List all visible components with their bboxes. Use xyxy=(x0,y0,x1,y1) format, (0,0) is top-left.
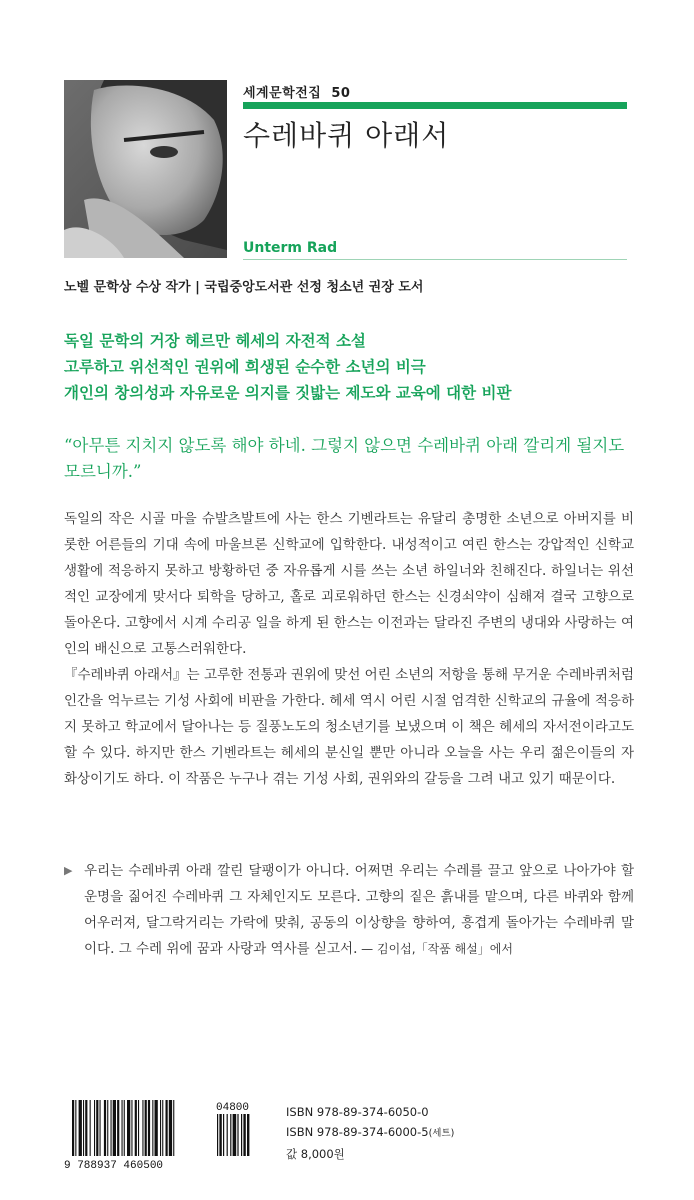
barcode-bar xyxy=(160,1100,161,1156)
barcode-bar xyxy=(111,1100,112,1156)
barcode-bar xyxy=(90,1100,91,1156)
barcode-bar xyxy=(94,1100,95,1156)
barcode-bar xyxy=(85,1100,87,1156)
barcode-addon-bar xyxy=(219,1114,221,1156)
barcode-addon-bar xyxy=(223,1114,224,1156)
barcode-bar xyxy=(169,1100,172,1156)
barcode-bar xyxy=(79,1100,82,1156)
barcode-addon-bar xyxy=(227,1114,228,1156)
barcode-addon-bar xyxy=(217,1114,218,1156)
accent-rule xyxy=(243,102,627,109)
original-title: Unterm Rad xyxy=(243,240,338,256)
barcode-addon-bar xyxy=(241,1114,242,1156)
barcode-bar xyxy=(104,1100,106,1156)
barcode-bar xyxy=(107,1100,108,1156)
barcode-addon: 04800 xyxy=(216,1102,250,1114)
barcode-bar xyxy=(142,1100,143,1156)
barcode-bar xyxy=(166,1100,168,1156)
barcode-bar xyxy=(113,1100,116,1156)
barcode-addon-bar xyxy=(237,1114,238,1156)
barcode xyxy=(62,1100,276,1170)
barcode-bar xyxy=(117,1100,119,1156)
barcode-bar xyxy=(152,1100,153,1156)
barcode-bar xyxy=(131,1100,132,1156)
series-number: 50 xyxy=(331,86,351,101)
book-title: 수레바퀴 아래서 xyxy=(243,119,450,152)
synopsis xyxy=(64,506,634,792)
barcode-bar xyxy=(124,1100,125,1156)
review-excerpt xyxy=(64,858,634,962)
isbn-block xyxy=(286,1102,454,1164)
price: 값 8,000원 xyxy=(286,1147,345,1161)
barcode-bar xyxy=(148,1100,150,1156)
barcode-bar xyxy=(135,1100,137,1156)
synopsis-paragraph: 『수레바퀴 아래서』는 고루한 전통과 권위에 맞선 어린 소년의 저항을 통해 무거운 수레바퀴처럼 인간을 억누르는 기성 사회에 비판을 가한다. 헤세 역시 어린 시절 엄격한 신학교의 규율에 적응하지 못하고 학교에서 달아나는 등 질풍노도의 청소년기를 보냈으며 이 책은 헤세의 자서전이라고도 할 수 있다. 하지만 한스 기벤라트는 헤세의 분신일 뿐만 아니라 오늘을 사는 우리 젊은이들의 자화상이기도 하다. 이 작품은 누구나 겪는 기성 사회, 권위와의 갈등을 그려 내고 있기 때문이다. xyxy=(64,667,634,787)
barcode-addon-bar xyxy=(230,1114,231,1156)
isbn-line: ISBN 978-89-374-6050-0 xyxy=(286,1105,429,1119)
triangle-right-icon: ▶ xyxy=(64,864,73,877)
series-name: 세계문학전집 xyxy=(243,86,322,101)
pull-quote: “아무튼 지치지 않도록 해야 하네. 그렇지 않으면 수레바퀴 아래 깔리게 될지도 모르니까.” xyxy=(64,436,625,481)
barcode-bar xyxy=(100,1100,101,1156)
highlight-item: 개인의 창의성과 자유로운 의지를 짓밟는 제도와 교육에 대한 비판 xyxy=(64,384,512,402)
barcode-bar xyxy=(173,1100,174,1156)
highlight-item: 독일 문학의 거장 헤르만 헤세의 자전적 소설 xyxy=(64,332,366,350)
barcode-bar xyxy=(75,1100,76,1156)
barcode-bar xyxy=(83,1100,84,1156)
barcode-addon-bar xyxy=(233,1114,237,1156)
barcode-bar xyxy=(162,1100,163,1156)
synopsis-paragraph: 독일의 작은 시골 마을 슈발츠발트에 사는 한스 기벤라트는 유달리 총명한 소년으로 아버지를 비롯한 어른들의 기대 속에 마울브론 신학교에 입학한다. 내성적이고 여린 한스는 강압적인 신학교 생활에 적응하지 못하고 방황하던 중 자유롭게 시를 쓰는 소년 하일너와 친해진다. 하일너는 위선적인 교장에게 맞서다 퇴학을 당하고, 홀로 괴로워하던 한스는 신경쇠약이 심해져 결국 고향으로 돌아온다. 고향에서 시계 수리공 일을 하게 된 한스는 이전과는 달라진 주변의 냉대와 사랑하는 여인의 배신으로 고통스러워한다. xyxy=(64,511,634,657)
series-label xyxy=(243,82,350,101)
highlights xyxy=(64,328,511,406)
barcode-bar xyxy=(127,1100,130,1156)
barcode-bar xyxy=(138,1100,139,1156)
excerpt-source: — 김이섭,「작품 해설」에서 xyxy=(357,942,513,956)
divider xyxy=(243,259,627,260)
barcode-bar xyxy=(155,1100,158,1156)
barcode-bar xyxy=(96,1100,98,1156)
isbn-set-note: (세트) xyxy=(428,1128,455,1139)
tagline: 노벨 문학상 수상 작가 | 국립중앙도서관 선정 청소년 권장 도서 xyxy=(64,280,424,295)
barcode-bar xyxy=(122,1100,123,1156)
barcode-addon-bar xyxy=(243,1114,245,1156)
barcode-digits: 9 788937 460500 xyxy=(64,1160,164,1170)
author-photo xyxy=(64,80,227,258)
barcode-addon-bar xyxy=(247,1114,249,1156)
barcode-bar xyxy=(145,1100,147,1156)
highlight-item: 고루하고 위선적인 권위에 희생된 순수한 소년의 비극 xyxy=(64,358,426,376)
barcode-bar xyxy=(72,1100,74,1156)
excerpt-text: 우리는 수레바퀴 아래 깔린 달팽이가 아니다. 어쩌면 우리는 수레를 끌고 앞으로 나아가야 할 운명을 짊어진 수레바퀴 그 자체인지도 모른다. 고향의 짙은 흙내를 맡으며, 다른 바퀴와 함께 어우러져, 달그락거리는 가락에 맞춰, 공동의 이상향을 향하여, 흥겹게 돌아가는 수레바퀴 말이다. 그 수레 위에 꿈과 사랑과 역사를 싣고서. xyxy=(84,863,634,957)
isbn-line: ISBN 978-89-374-6000-5 xyxy=(286,1125,429,1139)
